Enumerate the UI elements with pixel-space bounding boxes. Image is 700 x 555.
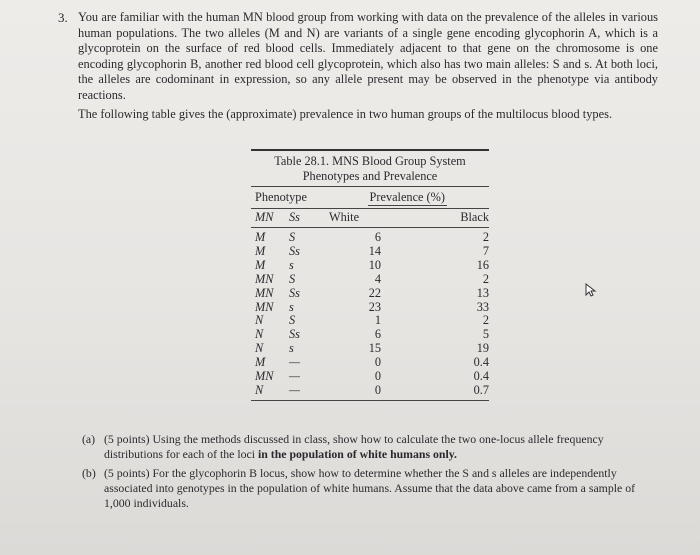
header-black: Black — [460, 210, 489, 224]
table-cell-white: 15 — [368, 341, 381, 356]
table-cell-mn: MN — [255, 369, 274, 384]
part-a-text — [104, 432, 657, 462]
table-cell-mn: N — [255, 382, 264, 397]
table-cell-ss: — — [289, 382, 300, 397]
table-cell-ss: S — [289, 230, 296, 244]
question-intro: You are familiar with the human MN blood group from working with data on the prevalence of the alleles in various human populations. The two alleles (M and N) are variants of a single gene encoding glycophorin A, which is a glycoprotein on the surface of red blood cells. Immediately adjacent to that gene on the chromosome is one encoding glycophorin B, another red blood cell glycoprotein, which also has two main alleles: S and s. At both loci, the alleles are codominant in expression, so any allele present may be observed in the phenotype via antibody reactions. — [78, 10, 658, 102]
table-cell-mn: MN — [255, 299, 274, 314]
table-cell-ss: Ss — [289, 243, 300, 258]
table-title-line1: Table 28.1. MNS Blood Group System — [274, 154, 466, 168]
table-cell-black: 2 — [482, 230, 489, 244]
table-body — [251, 228, 489, 400]
mouse-cursor-icon — [584, 283, 598, 297]
question-followup: The following table gives the (approximate) prevalence in two human groups of the multilocus blood types. — [78, 106, 613, 121]
table-cell-mn: M — [255, 257, 266, 272]
question-parts — [82, 432, 657, 515]
table-cell-white: 6 — [374, 230, 381, 244]
table-cell-ss: s — [289, 257, 294, 272]
question-number: 3. — [58, 10, 68, 25]
table-cell-black: 0.4 — [473, 355, 489, 370]
table-cell-black: 33 — [476, 299, 489, 314]
table-cell-black: 13 — [476, 285, 489, 300]
table-title — [251, 151, 489, 186]
table-cell-white: 0 — [374, 382, 381, 397]
table-cell-mn: N — [255, 327, 264, 342]
table-cell-black: 0.7 — [473, 382, 489, 397]
table-cell-black: 0.4 — [473, 369, 489, 384]
table-cell-ss: s — [289, 341, 294, 356]
table-cell-black: 7 — [482, 243, 489, 258]
table-cell-ss: S — [289, 313, 296, 328]
table-cell-mn: MN — [255, 285, 274, 300]
part-a-label: (a) — [82, 432, 96, 446]
table-cell-mn: MN — [255, 271, 274, 286]
table-cell-white: 0 — [374, 355, 381, 370]
table-cell-ss: Ss — [289, 327, 300, 342]
part-a — [82, 432, 657, 462]
table-cell-black: 19 — [476, 341, 489, 356]
table-cell-black: 2 — [482, 271, 489, 286]
table-title-line2: Phenotypes and Prevalence — [302, 169, 438, 183]
table-cell-white: 10 — [368, 257, 381, 272]
table-cell-white: 6 — [374, 327, 381, 342]
part-b-text: (5 points) For the glycophorin B locus, show how to determine whether the S and s alleles are independently associated into genotypes in the population of white humans. Assume that the data above came from a sample of 1,000 individuals. — [104, 466, 636, 510]
table-cell-white: 23 — [368, 299, 381, 314]
table-cell-black: 5 — [482, 327, 489, 342]
table-cell-white: 1 — [374, 313, 381, 328]
table-cell-white: 22 — [368, 285, 381, 300]
table-cell-ss: s — [289, 299, 294, 314]
table-cell-mn: M — [255, 243, 266, 258]
part-b-label: (b) — [82, 466, 96, 480]
table-cell-white: 4 — [374, 271, 381, 286]
table-cell-mn: M — [255, 230, 266, 244]
mns-table — [251, 149, 489, 401]
header-mn: MN — [255, 210, 274, 224]
table-cell-black: 16 — [476, 257, 489, 272]
table-cell-mn: M — [255, 355, 266, 370]
table-cell-ss: — — [289, 355, 300, 370]
table-cell-white: 14 — [368, 243, 381, 258]
table-cell-mn: N — [255, 313, 264, 328]
table-cell-black: 2 — [482, 313, 489, 328]
table-cell-white: 0 — [374, 369, 381, 384]
header-ss: Ss — [289, 210, 300, 224]
table-header-sub — [251, 209, 489, 227]
table-cell-ss: Ss — [289, 285, 300, 300]
part-b — [82, 466, 657, 511]
header-prevalence: Prevalence (%) — [369, 190, 445, 204]
table-cell-mn: N — [255, 341, 264, 356]
table-header-top — [251, 187, 489, 208]
table-cell-ss: — — [289, 369, 300, 384]
part-a-emphasis: in the population of white humans only. — [257, 447, 457, 461]
question-text — [78, 10, 658, 125]
part-a-body: (5 points) Using the methods discussed in class, show how to calculate the two one-locus allele frequency distributions for each of the loci — [104, 432, 604, 461]
header-phenotype: Phenotype — [255, 190, 307, 204]
header-white: White — [329, 210, 360, 224]
table-cell-ss: S — [289, 271, 296, 286]
